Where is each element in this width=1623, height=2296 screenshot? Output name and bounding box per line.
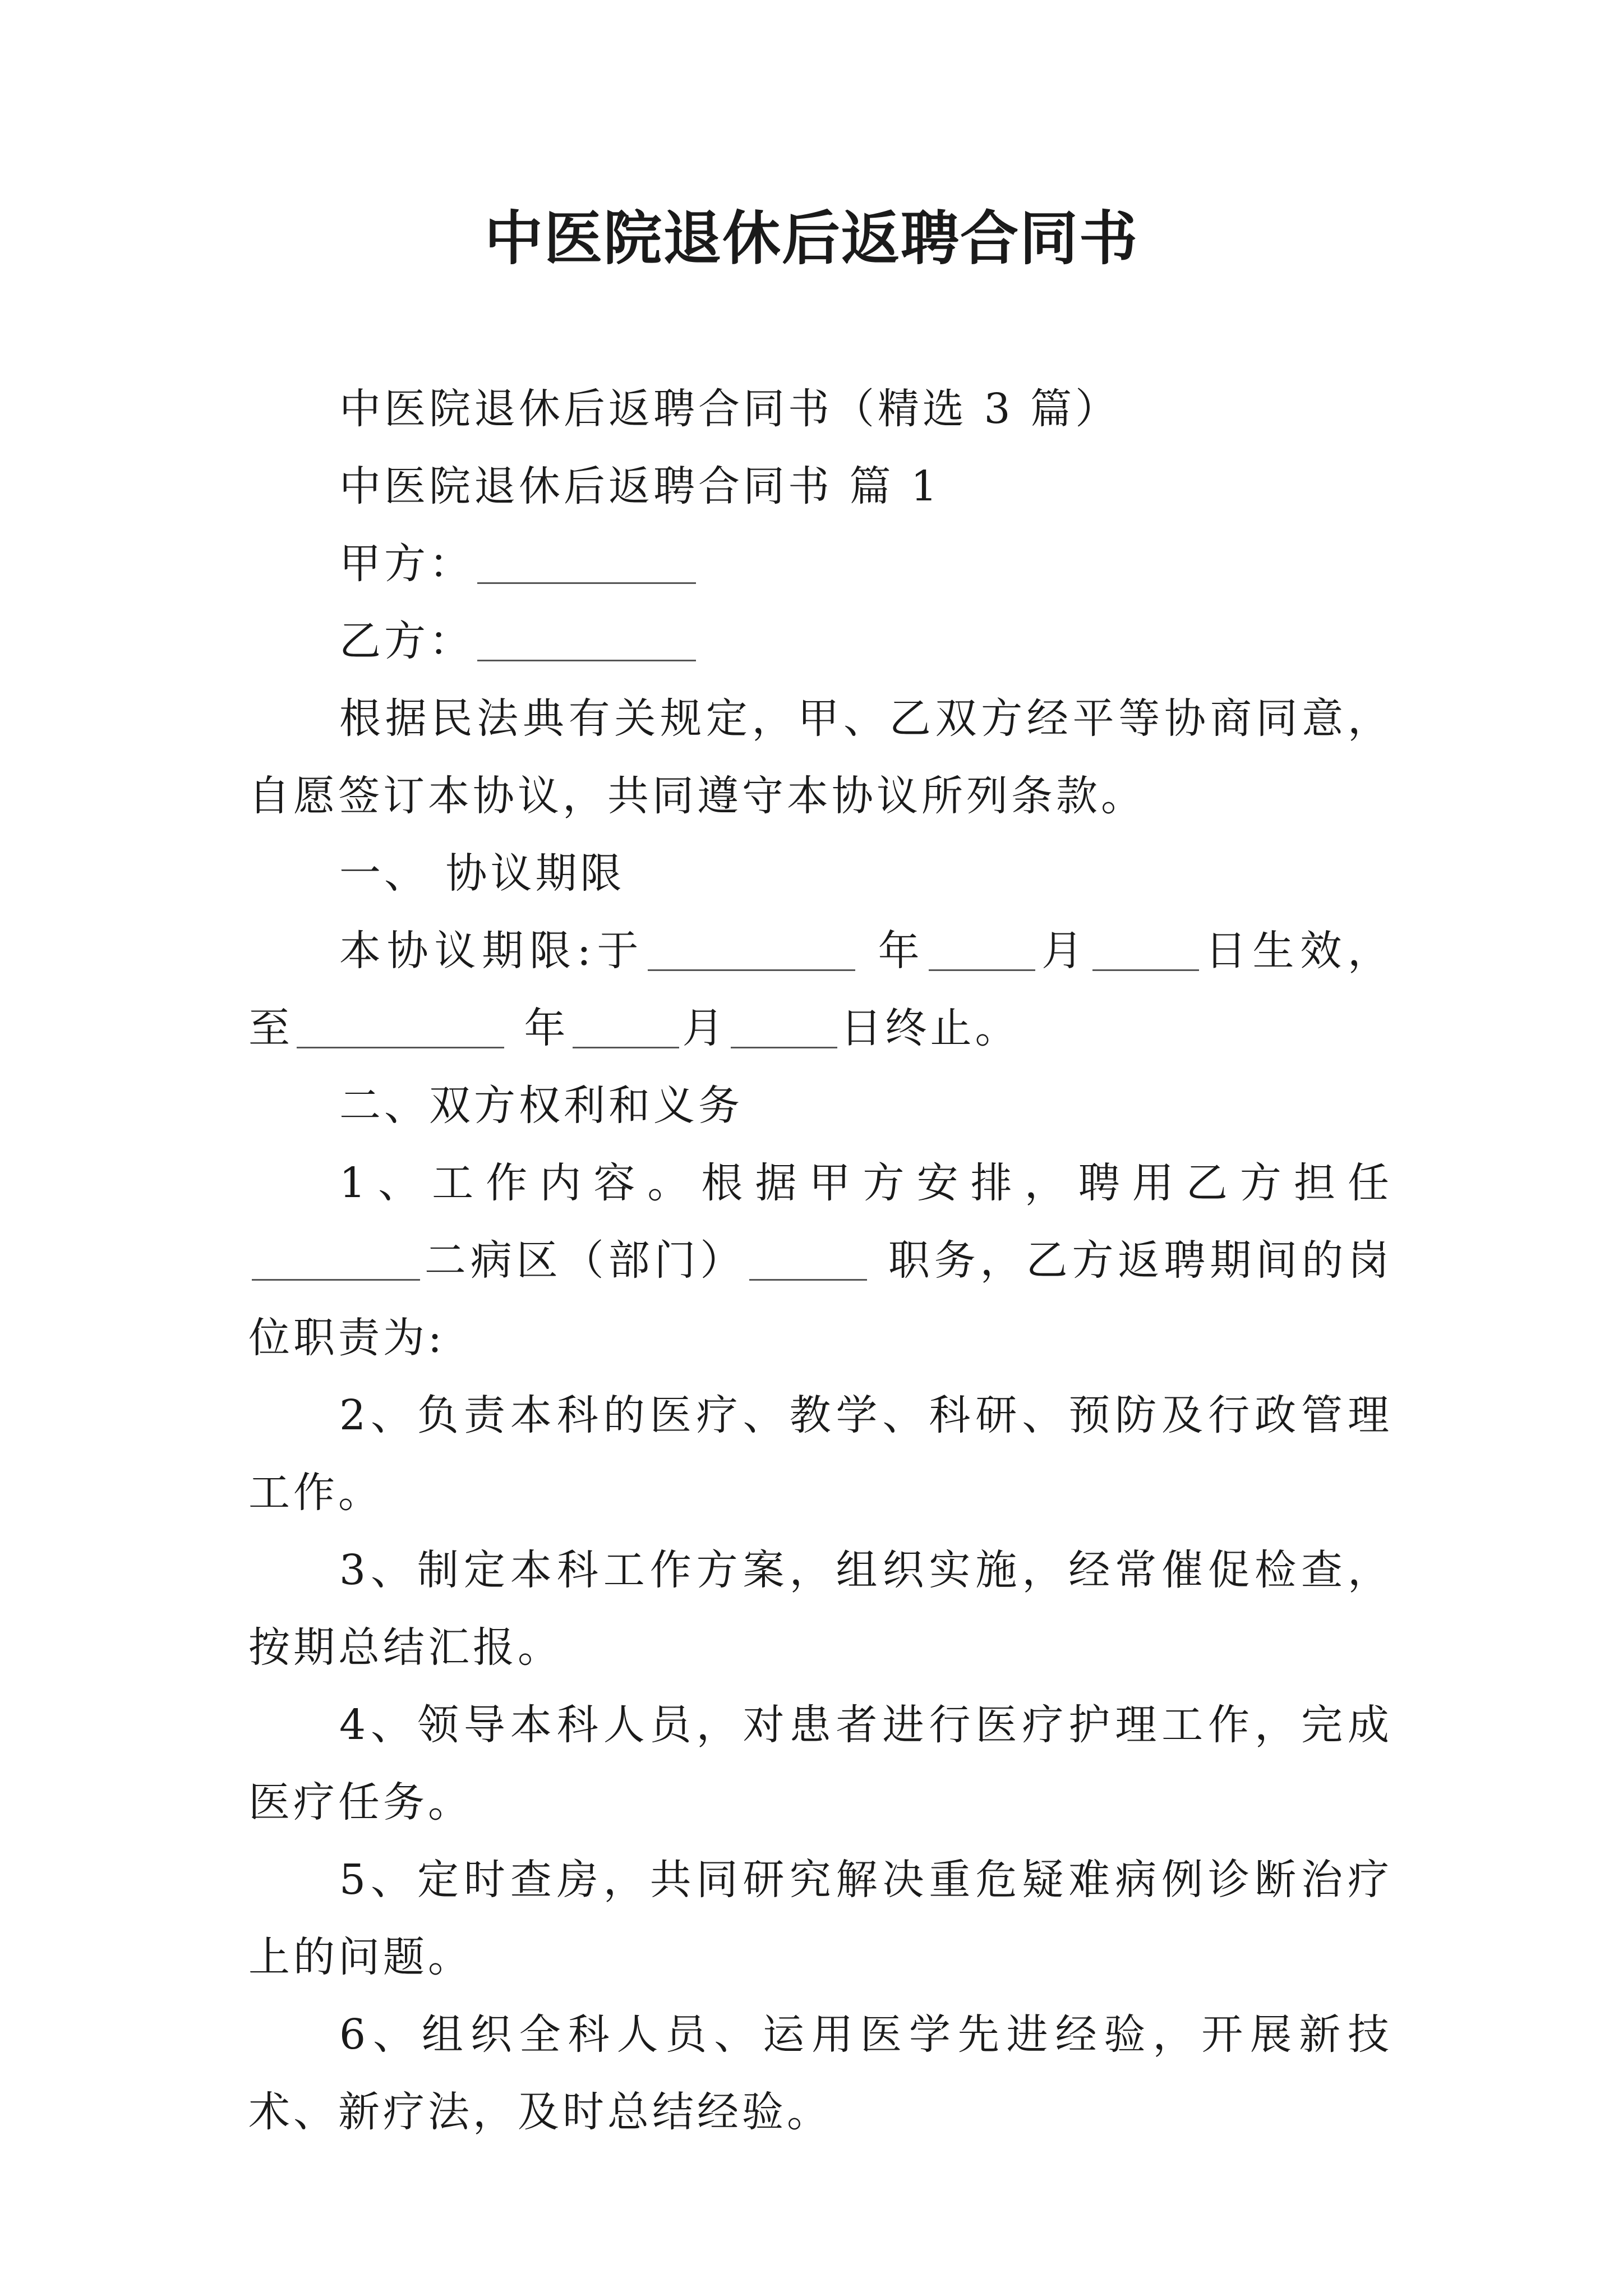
- item-1: [248, 1144, 1393, 1377]
- item-3: 3、制定本科工作方案，组织实施，经常催促检查，按期总结汇报。: [248, 1546, 1393, 1672]
- party-b-blank: [477, 618, 696, 661]
- end-year-blank: [297, 1005, 504, 1048]
- term-prefix: 本协议期限:于: [339, 927, 645, 975]
- document-subtitle: 中医院退休后返聘合同书（精选 3 篇）: [339, 385, 1121, 433]
- term-month1: 月: [1039, 927, 1089, 975]
- party-a-label: 甲方：: [339, 540, 474, 588]
- start-year-blank: [648, 928, 855, 971]
- department-blank: [749, 1237, 867, 1281]
- term-day1-suffix: 日生效，至: [248, 927, 1393, 1052]
- term-day2-suffix: 日终止。: [840, 1004, 1020, 1052]
- party-a-blank: [477, 541, 696, 584]
- party-a-line: [248, 525, 1393, 602]
- item-2: 2、负责本科的医疗、教学、科研、预防及行政管理工作。: [248, 1391, 1393, 1517]
- term-year2: 年: [524, 1004, 569, 1052]
- term-year1: 年: [878, 927, 926, 975]
- party-b-line: [248, 602, 1393, 680]
- clause1-heading: 一、 协议期限: [339, 849, 625, 898]
- item-5: 5、定时查房，共同研究解决重危疑难病例诊断治疗上的问题。: [248, 1856, 1393, 1981]
- item1-prefix: 1、工作内容。根据甲方安排，聘用乙方担任: [339, 1159, 1393, 1207]
- party-b-label: 乙方：: [339, 617, 474, 665]
- start-day-blank: [1092, 928, 1199, 971]
- end-day-blank: [731, 1005, 837, 1048]
- item-4: 4、领导本科人员，对患者进行医疗护理工作，完成医疗任务。: [248, 1701, 1393, 1826]
- intro-paragraph: 根据民法典有关规定，甲、乙双方经平等协商同意，自愿签订本协议，共同遵守本协议所列条款。: [248, 694, 1393, 820]
- end-month-blank: [573, 1005, 679, 1048]
- item1-suffix: 职务，乙方返聘期间的岗位职责为:: [248, 1236, 1393, 1362]
- term-paragraph: [248, 912, 1393, 1067]
- clause2-heading: 二、双方权利和义务: [339, 1082, 743, 1130]
- term-month2: 月: [682, 1004, 727, 1052]
- document-body: [248, 370, 1393, 2151]
- section-heading: 中医院退休后返聘合同书 篇 1: [339, 462, 941, 510]
- document-title: 中医院退休后返聘合同书: [484, 204, 1138, 273]
- position-blank: [252, 1237, 420, 1281]
- item-6: 6、组织全科人员、运用医学先进经验，开展新技术、新疗法，及时总结经验。: [248, 2010, 1393, 2136]
- item1-middle: 二病区（部门）: [423, 1236, 746, 1285]
- start-month-blank: [929, 928, 1035, 971]
